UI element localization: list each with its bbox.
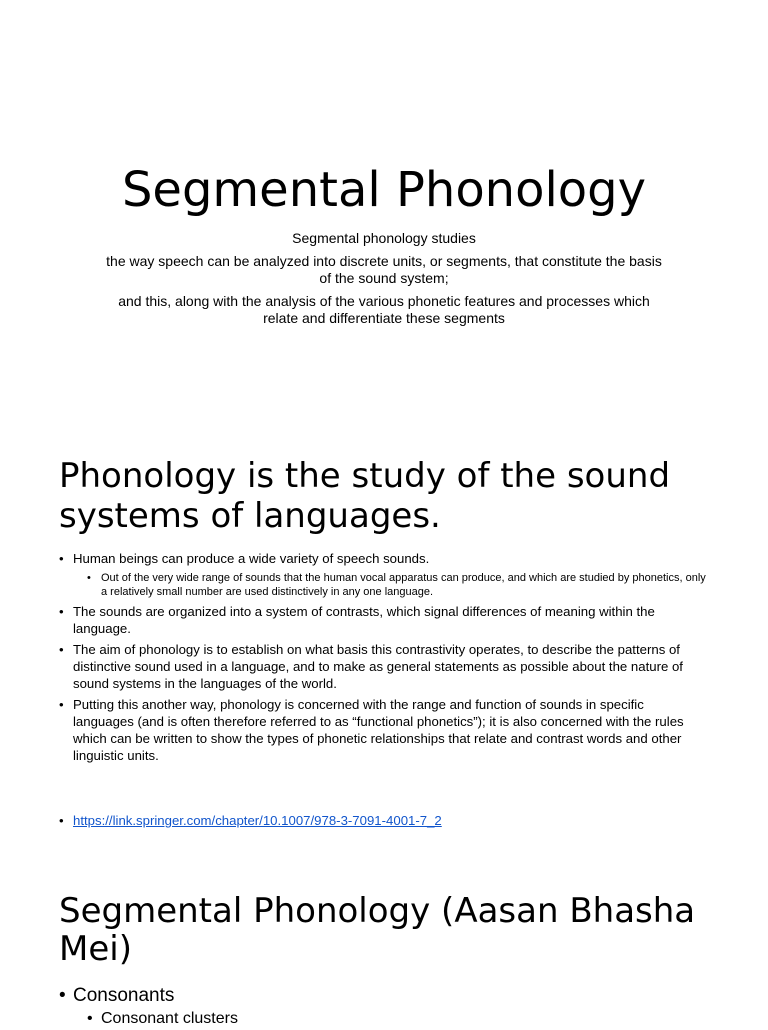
slide-2-title: Phonology is the study of the sound systems of languages.: [59, 456, 671, 536]
slide-2: [0, 384, 768, 864]
slide-1-title: Segmental Phonology: [121, 162, 647, 218]
subtitle-line-2: the way speech can be analyzed into discrete units, or segments, that constitute the basis of the sound system;: [106, 253, 662, 286]
slide-3-title: Segmental Phonology (Aasan Bhasha Mei): [59, 891, 696, 969]
slide-1: [0, 0, 768, 384]
slide-3-body: [59, 984, 659, 1030]
sub-bullet-1: • Out of the very wide range of sounds that the human vocal apparatus can produce, and which are studied by phonetics, only a relatively small number are used distinctively in any one language.: [87, 571, 707, 599]
link-bullet: [59, 812, 707, 833]
bullet-consonants: • Consonants: [59, 984, 659, 1008]
slide-1-subtitle: [100, 230, 668, 333]
link-item: [59, 812, 707, 829]
bullet-1: • Human beings can produce a wide variety of speech sounds.: [59, 550, 707, 567]
slide-2-body: [59, 550, 707, 768]
subtitle-line-3: and this, along with the analysis of the various phonetic features and processes which relate and differentiate these segments: [118, 293, 650, 326]
sub-bullet-consonant-clusters: • Consonant clusters: [87, 1008, 659, 1030]
bullet-2: • The sounds are organized into a system of contrasts, which signal differences of meaning within the language.: [59, 603, 707, 637]
bullet-4: • Putting this another way, phonology is concerned with the range and function of sounds in specific languages (and is often therefore referred to as “functional phonetics”); it is also concerned with the rules which can be written to show the types of phonetic relationships that relate and contrast words and other linguistic units.: [59, 696, 707, 764]
subtitle-line-1: Segmental phonology studies: [292, 230, 476, 246]
slide-3: [0, 864, 768, 1027]
springer-link[interactable]: https://link.springer.com/chapter/10.1007/978-3-7091-4001-7_2: [73, 813, 442, 828]
bullet-3: • The aim of phonology is to establish on what basis this contrastivity operates, to describe the patterns of distinctive sound used in a language, and to make as general statements as possible about the nature of sound systems in the languages of the world.: [59, 641, 707, 692]
